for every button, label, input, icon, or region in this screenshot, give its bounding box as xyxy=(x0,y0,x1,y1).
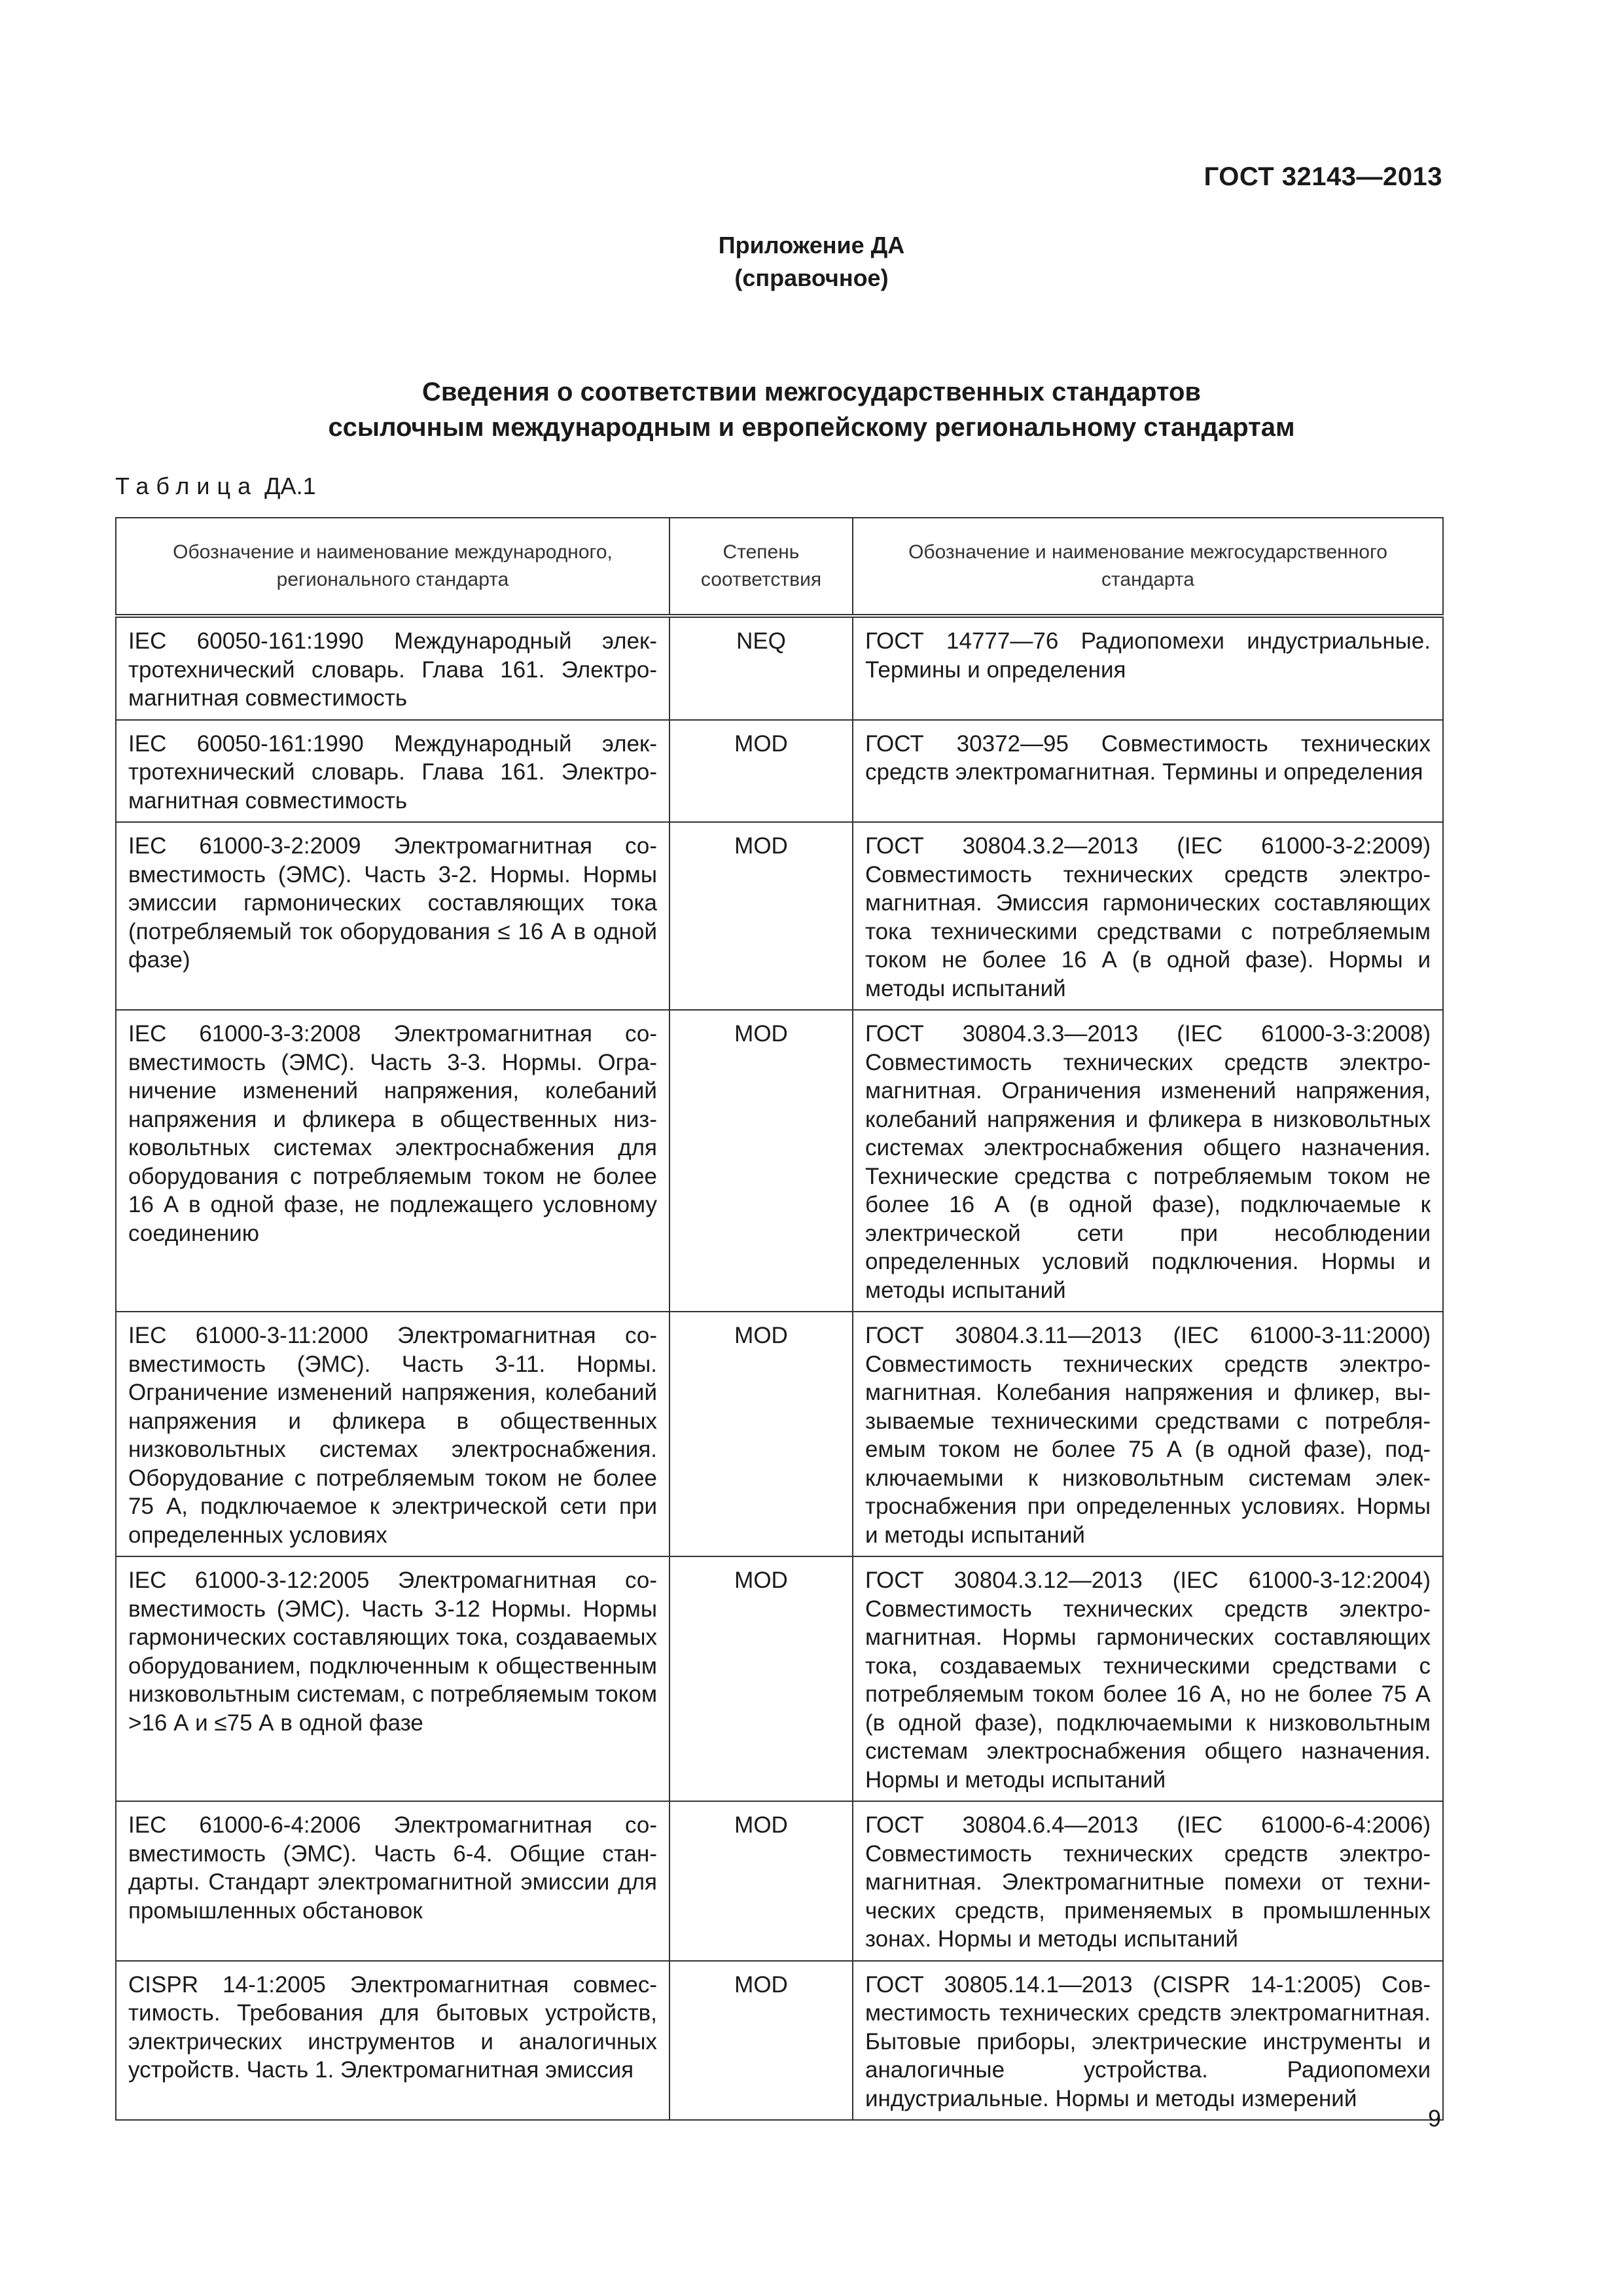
appendix-subtitle: (справочное) xyxy=(734,264,889,291)
table-row xyxy=(116,616,1443,720)
international-standard-cell: CISPR 14-1:2005 Электромагнитная совместимость. Требования для бытовых устройств, электрических инструментов и аналогичных устройств. Часть 1. Электромагнитная эмиссия xyxy=(116,1961,669,2121)
table-header-row xyxy=(116,518,1443,616)
interstate-standard-cell: ГОСТ 30372—95 Совместимость технических средств электромагнитная. Термины и определения xyxy=(853,720,1443,823)
table-row xyxy=(116,720,1443,823)
international-standard-cell: IEC 61000-3-3:2008 Электромагнитная совместимость (ЭМС). Часть 3-3. Нормы. Ограничение изменений напряжения, колебаний напряжения и фликера в общественных низковольтных системах электроснабжения для оборудования с потребляемым током не более 16 А в одной фазе, не подлежащего условному соединению xyxy=(116,1010,669,1312)
international-standard-cell: IEC 60050-161:1990 Международный электротехнический словарь. Глава 161. Электромагнитная совместимость xyxy=(116,616,669,720)
international-standard-cell: IEC 61000-3-12:2005 Электромагнитная совместимость (ЭМС). Часть 3-12 Нормы. Нормы гармонических составляющих тока, создаваемых оборудованием, подключенным к общественным низковольтным системам, с потребляемым током >16 А и ≤75 А в одной фазе xyxy=(116,1556,669,1801)
international-standard-cell: IEC 61000-3-11:2000 Электромагнитная совместимость (ЭМС). Часть 3-11. Нормы. Ограничение изменений напряжения, колебаний напряжения и фликера в общественных низковольтных системах электроснабжения. Оборудование с потребляемым током не более 75 А, подключаемое к электрической сети при определенных условиях xyxy=(116,1312,669,1556)
table-row xyxy=(116,1556,1443,1801)
degree-cell: MOD xyxy=(669,1801,853,1961)
appendix-heading xyxy=(0,229,1623,295)
interstate-standard-cell: ГОСТ 30805.14.1—2013 (CISPR 14-1:2005) Совместимость технических средств электромагнитная. Бытовые приборы, электрические инструменты и аналогичные устройства. Радиопомехи индустриальные. Нормы и методы измерений xyxy=(853,1961,1443,2121)
international-standard-cell: IEC 61000-3-2:2009 Электромагнитная совместимость (ЭМС). Часть 3-2. Нормы. Нормы эмиссии гармонических составляющих тока (потребляемый ток оборудования ≤ 16 А в одной фазе) xyxy=(116,822,669,1010)
appendix-title: Приложение ДА xyxy=(718,232,905,259)
degree-cell: MOD xyxy=(669,1556,853,1801)
interstate-standard-cell: ГОСТ 30804.3.12—2013 (IEC 61000-3-12:2004) Совместимость технических средств электромагнитная. Нормы гармонических составляющих тока, создаваемых техническими средствами с потребляемым током более 16 А, но не более 75 А (в одной фазе), подключаемыми к низковольтным системам электроснабжения общего назначения. Нормы и методы испытаний xyxy=(853,1556,1443,1801)
table-body xyxy=(116,616,1443,2120)
table-caption-label: Таблица xyxy=(115,473,259,499)
interstate-standard-cell: ГОСТ 30804.6.4—2013 (IEC 61000-6-4:2006) Совместимость технических средств электромагнитная. Электромагнитные помехи от технических средств, применяемых в промышленных зонах. Нормы и методы испытаний xyxy=(853,1801,1443,1961)
table-row xyxy=(116,1801,1443,1961)
column-header-degree: Степень соответствия xyxy=(669,518,853,616)
table-caption xyxy=(115,473,316,500)
column-header-interstate: Обозначение и наименование межгосударственного стандарта xyxy=(853,518,1443,616)
interstate-standard-cell: ГОСТ 30804.3.2—2013 (IEC 61000-3-2:2009) Совместимость технических средств электромагнитная. Эмиссия гармонических составляющих тока техническими средствами с потребляемым током не более 16 А (в одной фазе). Нормы и методы испытаний xyxy=(853,822,1443,1010)
table-row xyxy=(116,822,1443,1010)
degree-cell: MOD xyxy=(669,720,853,823)
document-code: ГОСТ 32143—2013 xyxy=(1204,162,1442,191)
page-number: 9 xyxy=(1427,2105,1441,2132)
degree-cell: MOD xyxy=(669,1312,853,1556)
degree-cell: NEQ xyxy=(669,616,853,720)
section-heading-line-2: ссылочным международным и европейскому региональному стандартам xyxy=(328,413,1295,442)
international-standard-cell: IEC 60050-161:1990 Международный электротехнический словарь. Глава 161. Электромагнитная совместимость xyxy=(116,720,669,823)
interstate-standard-cell: ГОСТ 30804.3.3—2013 (IEC 61000-3-3:2008) Совместимость технических средств электромагнитная. Ограничения изменений напряжения, колебаний напряжения и фликера в низковольтных системах электроснабжения общего назначения. Технические средства с потребляемым током не более 16 А (в одной фазе), подключаемые к электрической сети при несоблюдении определенных условий подключения. Нормы и методы испытаний xyxy=(853,1010,1443,1312)
table-caption-number: ДА.1 xyxy=(264,473,316,499)
interstate-standard-cell: ГОСТ 14777—76 Радиопомехи индустриальные. Термины и определения xyxy=(853,616,1443,720)
degree-cell: MOD xyxy=(669,1010,853,1312)
international-standard-cell: IEC 61000-6-4:2006 Электромагнитная совместимость (ЭМС). Часть 6-4. Общие стандарты. Стандарт электромагнитной эмиссии для промышленных обстановок xyxy=(116,1801,669,1961)
interstate-standard-cell: ГОСТ 30804.3.11—2013 (IEC 61000-3-11:2000) Совместимость технических средств электромагнитная. Колебания напряжения и фликер, вызываемые техническими средствами с потребляемым током не более 75 А (в одной фазе), подключаемыми к низковольтным системам электроснабжения при определенных условиях. Нормы и методы испытаний xyxy=(853,1312,1443,1556)
table-row xyxy=(116,1312,1443,1556)
degree-cell: MOD xyxy=(669,822,853,1010)
degree-cell: MOD xyxy=(669,1961,853,2121)
column-header-international: Обозначение и наименование международного, регионального стандарта xyxy=(116,518,669,616)
section-heading xyxy=(0,374,1623,445)
table-row xyxy=(116,1010,1443,1312)
section-heading-line-1: Сведения о соответствии межгосударственных стандартов xyxy=(422,378,1201,406)
correspondence-table xyxy=(115,517,1444,2121)
table-row xyxy=(116,1961,1443,2121)
